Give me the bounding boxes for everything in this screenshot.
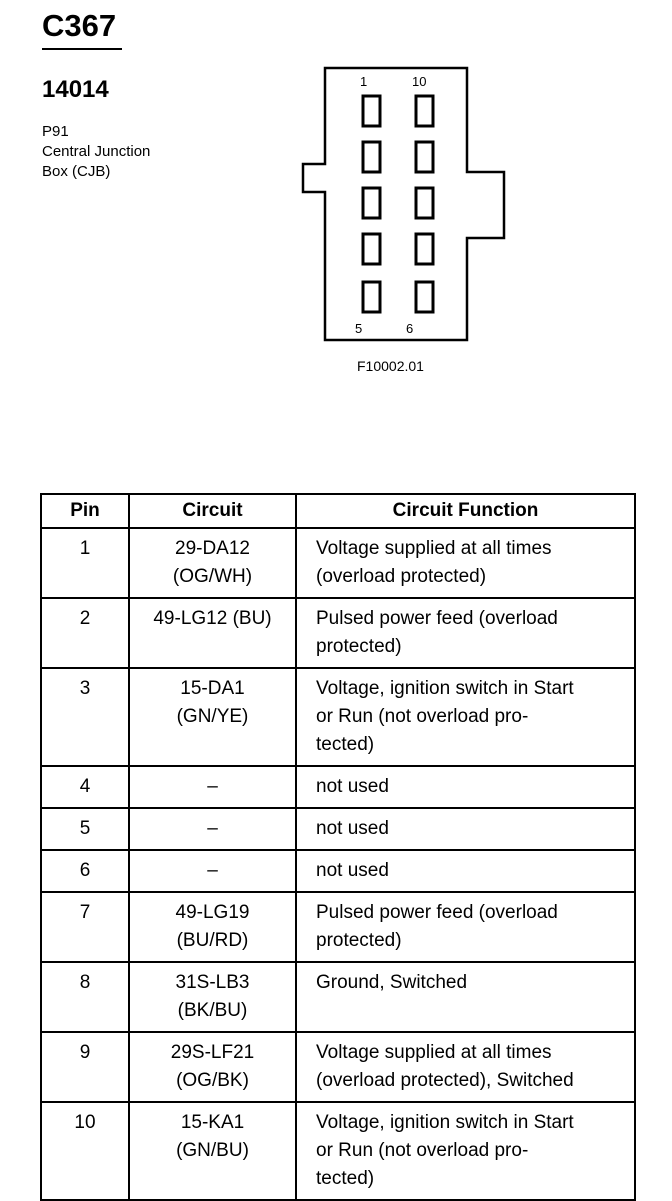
function-line: (overload protected) xyxy=(316,566,487,587)
circuit-function-cell xyxy=(296,598,635,668)
function-line: or Run (not overload pro- xyxy=(316,706,529,727)
pin-label-5: 5 xyxy=(355,321,363,336)
pin-label-6: 6 xyxy=(406,321,414,336)
circuit-function-cell xyxy=(296,1102,635,1200)
circuit-function-cell xyxy=(296,850,635,892)
circuit-line: – xyxy=(207,860,218,881)
circuit-cell xyxy=(129,598,296,668)
circuit-line: 29-DA12 xyxy=(175,538,250,559)
circuit-cell xyxy=(129,892,296,962)
circuit-cell xyxy=(129,850,296,892)
circuit-function-cell xyxy=(296,668,635,766)
part-number: 14014 xyxy=(42,76,109,103)
circuit-line: (GN/YE) xyxy=(176,706,249,727)
table-row xyxy=(41,808,635,850)
circuit-cell xyxy=(129,962,296,1032)
pin-cavity-9 xyxy=(416,142,433,172)
pin-number: 2 xyxy=(41,598,129,668)
pin-label-1: 1 xyxy=(360,74,368,89)
function-line: Pulsed power feed (overload xyxy=(316,902,558,923)
circuit-line: 49-LG19 xyxy=(175,902,250,923)
connector-housing xyxy=(303,68,504,340)
circuit-line: – xyxy=(207,776,218,797)
table-row xyxy=(41,1032,635,1102)
figure-id: F10002.01 xyxy=(357,358,424,374)
connector-description xyxy=(42,122,150,182)
table-row xyxy=(41,962,635,1032)
function-line: protected) xyxy=(316,930,402,951)
circuit-line: 15-KA1 xyxy=(180,1112,245,1133)
pin-cavity-4 xyxy=(363,234,380,264)
connector-face-diagram xyxy=(298,64,518,354)
circuit-line: (GN/BU) xyxy=(176,1140,249,1161)
description-line: P91 xyxy=(42,123,69,140)
function-line: Voltage, ignition switch in Start xyxy=(316,1112,574,1133)
pin-cavity-8 xyxy=(416,188,433,218)
function-line: not used xyxy=(316,818,389,839)
circuit-line: – xyxy=(207,818,218,839)
pinout-table xyxy=(40,493,636,1201)
circuit-function-cell xyxy=(296,1032,635,1102)
circuit-line: 29S-LF21 xyxy=(170,1042,255,1063)
circuit-function-cell xyxy=(296,528,635,598)
description-line: Box (CJB) xyxy=(42,163,111,180)
pin-number: 10 xyxy=(41,1102,129,1200)
function-line: not used xyxy=(316,776,389,797)
pin-number: 3 xyxy=(41,668,129,766)
pin-label-10: 10 xyxy=(412,74,427,89)
pin-cavity-6 xyxy=(416,282,433,312)
function-line: not used xyxy=(316,860,389,881)
table-row xyxy=(41,892,635,962)
table-row xyxy=(41,598,635,668)
circuit-line: 15-DA1 xyxy=(180,678,245,699)
pin-number: 9 xyxy=(41,1032,129,1102)
pin-cavity-1 xyxy=(363,96,380,126)
function-line: Pulsed power feed (overload xyxy=(316,608,558,629)
description-line: Central Junction xyxy=(42,143,151,160)
circuit-line: (OG/BK) xyxy=(176,1070,249,1091)
column-header-function: Circuit Function xyxy=(296,494,635,528)
circuit-function-cell xyxy=(296,892,635,962)
function-line: Voltage supplied at all times xyxy=(316,538,552,559)
pin-cavity-5 xyxy=(363,282,380,312)
pin-number: 8 xyxy=(41,962,129,1032)
pin-number: 5 xyxy=(41,808,129,850)
table-row xyxy=(41,528,635,598)
circuit-cell xyxy=(129,528,296,598)
circuit-function-cell xyxy=(296,766,635,808)
function-line: tected) xyxy=(316,734,375,755)
circuit-line: (OG/WH) xyxy=(172,566,253,587)
column-header-circuit: Circuit xyxy=(129,494,296,528)
pin-number: 7 xyxy=(41,892,129,962)
circuit-cell xyxy=(129,766,296,808)
circuit-cell xyxy=(129,1102,296,1200)
function-line: tected) xyxy=(316,1168,375,1189)
function-line: or Run (not overload pro- xyxy=(316,1140,529,1161)
title-underline xyxy=(42,48,122,50)
table-row xyxy=(41,1102,635,1200)
circuit-cell xyxy=(129,1032,296,1102)
function-line: (overload protected), Switched xyxy=(316,1070,574,1091)
table-header-row xyxy=(41,494,635,528)
circuit-line: (BU/RD) xyxy=(176,930,249,951)
pin-cavity-7 xyxy=(416,234,433,264)
column-header-pin: Pin xyxy=(41,494,129,528)
table-row xyxy=(41,766,635,808)
pin-number: 4 xyxy=(41,766,129,808)
table-row xyxy=(41,668,635,766)
circuit-line: (BK/BU) xyxy=(177,1000,248,1021)
connector-id: C367 xyxy=(42,8,117,43)
pin-cavity-3 xyxy=(363,188,380,218)
pin-cavity-2 xyxy=(363,142,380,172)
function-line: Voltage, ignition switch in Start xyxy=(316,678,574,699)
table-row xyxy=(41,850,635,892)
circuit-function-cell xyxy=(296,808,635,850)
function-line: Ground, Switched xyxy=(316,972,468,993)
pin-number: 1 xyxy=(41,528,129,598)
circuit-line: 49-LG12 (BU) xyxy=(153,608,272,629)
pin-number: 6 xyxy=(41,850,129,892)
function-line: protected) xyxy=(316,636,402,657)
function-line: Voltage supplied at all times xyxy=(316,1042,552,1063)
circuit-cell xyxy=(129,808,296,850)
circuit-function-cell xyxy=(296,962,635,1032)
circuit-line: 31S-LB3 xyxy=(175,972,250,993)
pin-cavity-10 xyxy=(416,96,433,126)
circuit-cell xyxy=(129,668,296,766)
